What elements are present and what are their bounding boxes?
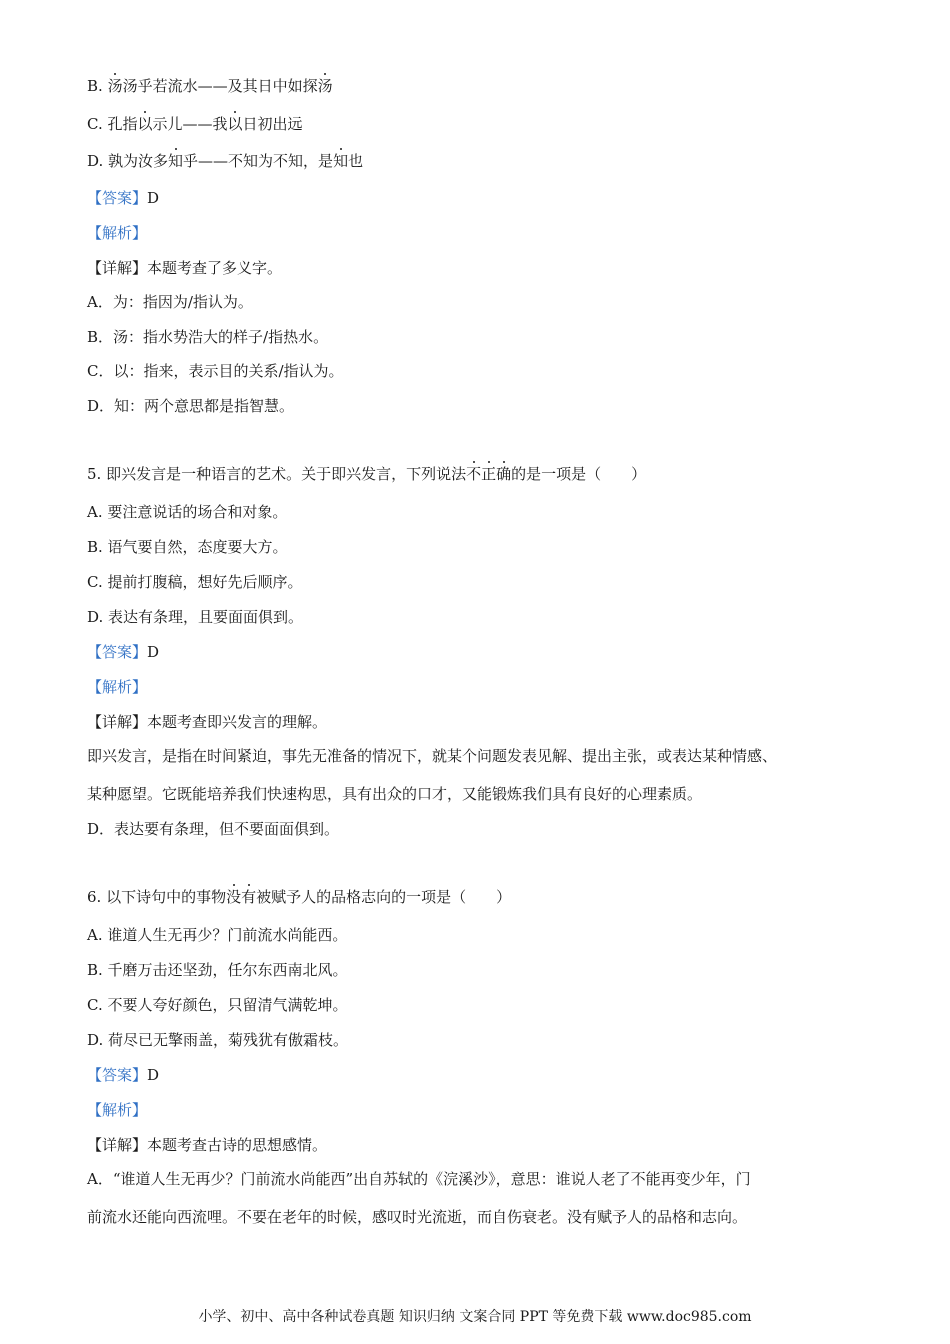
emphasis-char: 以 <box>227 115 243 133</box>
q6-option-a: A. 谁道人生无再少？门前流水尚能西。 <box>87 926 348 944</box>
answer-tag: 【答案】 <box>87 1066 148 1084</box>
emphasis-char: 没 <box>226 888 242 906</box>
q4-explain-d: D．知：两个意思都是指智慧。 <box>87 397 295 415</box>
emphasis-char: 不 <box>466 465 482 483</box>
q5-explain-d: D．表达要有条理，但不要面面俱到。 <box>87 820 340 838</box>
emphasis-char: 汤 <box>107 77 123 95</box>
q6-detail: 【详解】本题考查古诗的思想感情。 <box>87 1136 328 1154</box>
emphasis-char: 有 <box>241 888 257 906</box>
q6-option-b: B. 千磨万击还坚劲，任尔东西南北风。 <box>87 961 348 979</box>
q5-stem: 5. 即兴发言是一种语言的艺术。关于即兴发言，下列说法不正确的是一项是（ ） <box>87 465 647 483</box>
answer-value: D <box>147 189 160 207</box>
q6-stem: 6. 以下诗句中的事物没有被赋予人的品格志向的一项是（ ） <box>87 888 512 906</box>
answer-value: D <box>147 1066 160 1084</box>
q5-option-c: C. 提前打腹稿，想好先后顺序。 <box>87 573 303 591</box>
emphasis-char: 以 <box>137 115 153 133</box>
q5-para-line2: 某种愿望。它既能培养我们快速构思，具有出众的口才，又能锻炼我们具有良好的心理素质。 <box>87 785 703 803</box>
q6-option-c: C. 不要人夸好颜色，只留清气满乾坤。 <box>87 996 348 1014</box>
q5-option-b: B. 语气要自然，态度要大方。 <box>87 538 288 556</box>
q4-option-b: B. 汤汤乎若流水——及其日中如探汤 <box>87 77 333 95</box>
q5-option-a: A. 要注意说话的场合和对象。 <box>87 503 288 521</box>
emphasis-char: 知 <box>168 152 184 170</box>
q5-para-line1: 即兴发言，是指在时间紧迫，事先无准备的情况下，就某个问题发表见解、提出主张，或表达某种情感、 <box>87 747 778 765</box>
q4-answer <box>87 188 159 208</box>
q6-para-line1: A．“谁道人生无再少？门前流水尚能西”出自苏轼的《浣溪沙》，意思：谁说人老了不能再变少年，门 <box>87 1170 751 1188</box>
q6-para-line2: 前流水还能向西流哩。不要在老年的时候，感叹时光流逝，而自伤衰老。没有赋予人的品格和志向。 <box>87 1208 748 1226</box>
q6-analysis-tag: 【解析】 <box>87 1101 148 1119</box>
q4-analysis-tag: 【解析】 <box>87 224 148 242</box>
q4-explain-c: C．以：指来，表示目的关系/指认为。 <box>87 362 344 380</box>
q6-option-d: D. 荷尽已无擎雨盖，菊残犹有傲霜枝。 <box>87 1031 349 1049</box>
q4-explain-a: A．为：指因为/指认为。 <box>87 293 253 311</box>
answer-tag: 【答案】 <box>87 189 148 207</box>
emphasis-char: 知 <box>333 152 349 170</box>
q5-option-d: D. 表达有条理，且要面面俱到。 <box>87 608 304 626</box>
q6-answer <box>87 1065 159 1085</box>
emphasis-char: 正 <box>481 465 497 483</box>
q4-detail: 【详解】本题考查了多义字。 <box>87 259 283 277</box>
q5-detail: 【详解】本题考查即兴发言的理解。 <box>87 713 328 731</box>
page-footer: 小学、初中、高中各种试卷真题 知识归纳 文案合同 PPT 等免费下载 www.doc985.com <box>198 1309 752 1325</box>
emphasis-char: 汤 <box>317 77 333 95</box>
q4-explain-b: B．汤：指水势浩大的样子/指热水。 <box>87 328 329 346</box>
q4-option-c: C. 孔指以示儿——我以日初出远 <box>87 115 303 133</box>
q4-option-d: D. 孰为汝多知乎——不知为不知，是知也 <box>87 152 364 170</box>
q5-answer <box>87 642 159 662</box>
q5-analysis-tag: 【解析】 <box>87 678 148 696</box>
answer-tag: 【答案】 <box>87 643 148 661</box>
emphasis-char: 确 <box>496 465 512 483</box>
answer-value: D <box>147 643 160 661</box>
